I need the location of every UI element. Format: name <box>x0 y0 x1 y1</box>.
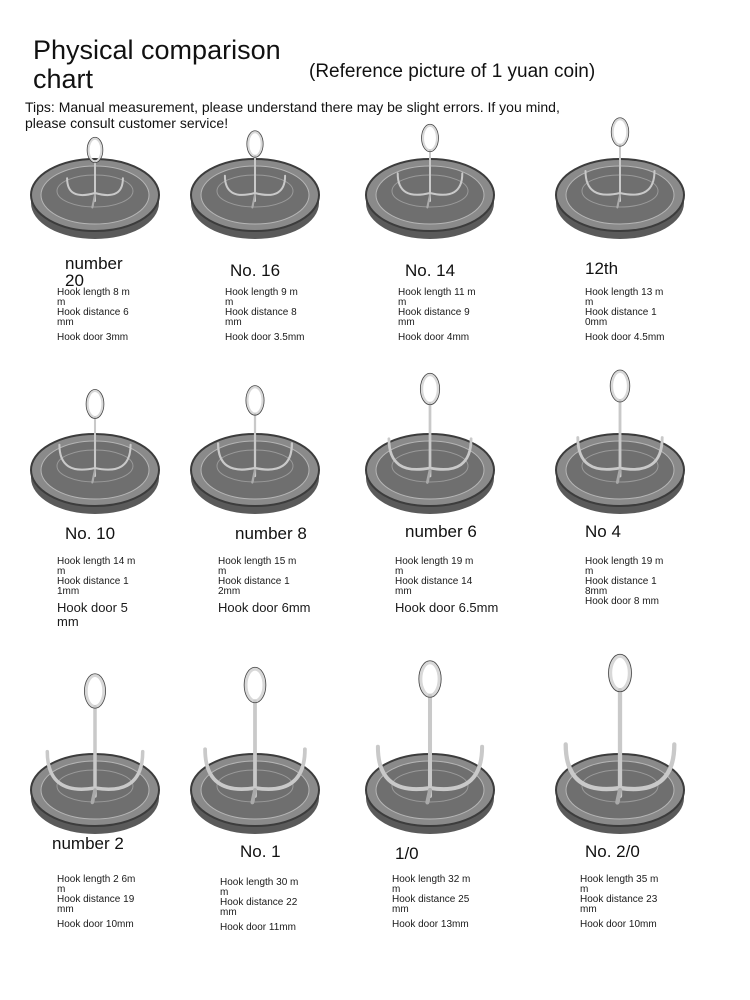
hook-length-text: Hook length 14 mm <box>57 556 136 577</box>
hook-distance-text: Hook distance 23 mm <box>580 894 658 915</box>
hook-length-text: Hook length 8 mm <box>57 287 130 308</box>
hook-length-text: Hook length 2 6mm <box>57 874 136 895</box>
hook-distance-text: Hook distance 1 2mm <box>218 576 290 597</box>
hook-door-text: Hook door 10mm <box>57 919 134 930</box>
hook-door-text: Hook door 4.5mm <box>585 332 665 343</box>
hook-length-text: Hook length 13 mm <box>585 287 664 308</box>
hook-door-text: Hook door 6.5mm <box>395 600 499 615</box>
hook-size-label: No. 1 <box>240 842 281 861</box>
coin-hook-illustration <box>550 355 720 575</box>
hook-distance-text: Hook distance 14 mm <box>395 576 473 597</box>
hook-size-label: 12th <box>585 259 619 278</box>
hook-size-label: number 8 <box>235 524 307 543</box>
coin-hook-illustration <box>550 585 720 805</box>
hook-size-label: No. 16 <box>230 261 281 280</box>
hook-length-text: Hook length 19 mm <box>585 556 664 577</box>
hook-distance-text: Hook distance 1 0mm <box>585 307 657 328</box>
hook-size-label: No. 2/0 <box>585 842 640 861</box>
hook-length-text: Hook length 11 mm <box>398 287 476 308</box>
hook-door-text: Hook door 3mm <box>57 332 129 343</box>
hook-distance-text: Hook distance 19 mm <box>57 894 135 915</box>
hook-length-text: Hook length 9 mm <box>225 287 298 308</box>
coin-hook-illustration <box>30 585 200 805</box>
hook-size-label: No. 14 <box>405 261 456 280</box>
hook-size-label: number 6 <box>405 522 477 541</box>
hook-size-label: number 20 <box>65 254 123 290</box>
coin-hook-illustration <box>360 355 530 575</box>
coin-hook-illustration <box>360 585 530 805</box>
hook-length-text: Hook length 32 mm <box>392 874 471 895</box>
hook-size-label: No. 10 <box>65 524 116 543</box>
hook-distance-text: Hook distance 1 8mm <box>585 576 657 597</box>
hook-distance-text: Hook distance 25 mm <box>392 894 470 915</box>
hook-door-text: Hook door 8 mm <box>585 596 659 607</box>
hook-distance-text: Hook distance 22 mm <box>220 897 298 918</box>
hook-length-text: Hook length 15 mm <box>218 556 297 577</box>
coin-hook-illustration <box>190 585 360 805</box>
hook-length-text: Hook length 30 mm <box>220 877 299 898</box>
hook-door-text: Hook door 13mm <box>392 919 469 930</box>
hook-size-label: No 4 <box>585 522 621 541</box>
page-title: Physical comparison chart <box>33 35 281 94</box>
hook-distance-text: Hook distance 6mm <box>57 307 129 328</box>
hook-door-text: Hook door 10mm <box>580 919 657 930</box>
hook-door-text: Hook door 6mm <box>218 600 311 615</box>
coin-hook-illustration <box>30 355 200 575</box>
tips-text: Tips: Manual measurement, please understand there may be slight errors. If you mind, please consult customer service! <box>25 99 560 131</box>
hook-distance-text: Hook distance 1 1mm <box>57 576 129 597</box>
hook-length-text: Hook length 19 mm <box>395 556 474 577</box>
page-subtitle: (Reference picture of 1 yuan coin) <box>309 61 596 82</box>
hook-door-text: Hook door 5 mm <box>57 600 128 629</box>
hook-distance-text: Hook distance 8mm <box>225 307 297 328</box>
hook-distance-text: Hook distance 9mm <box>398 307 470 328</box>
hook-length-text: Hook length 35 mm <box>580 874 659 895</box>
hook-size-label: number 2 <box>52 834 124 853</box>
hook-door-text: Hook door 3.5mm <box>225 332 305 343</box>
hook-door-text: Hook door 4mm <box>398 332 470 343</box>
hook-size-label: 1/0 <box>395 844 419 863</box>
hook-door-text: Hook door 11mm <box>220 922 296 933</box>
